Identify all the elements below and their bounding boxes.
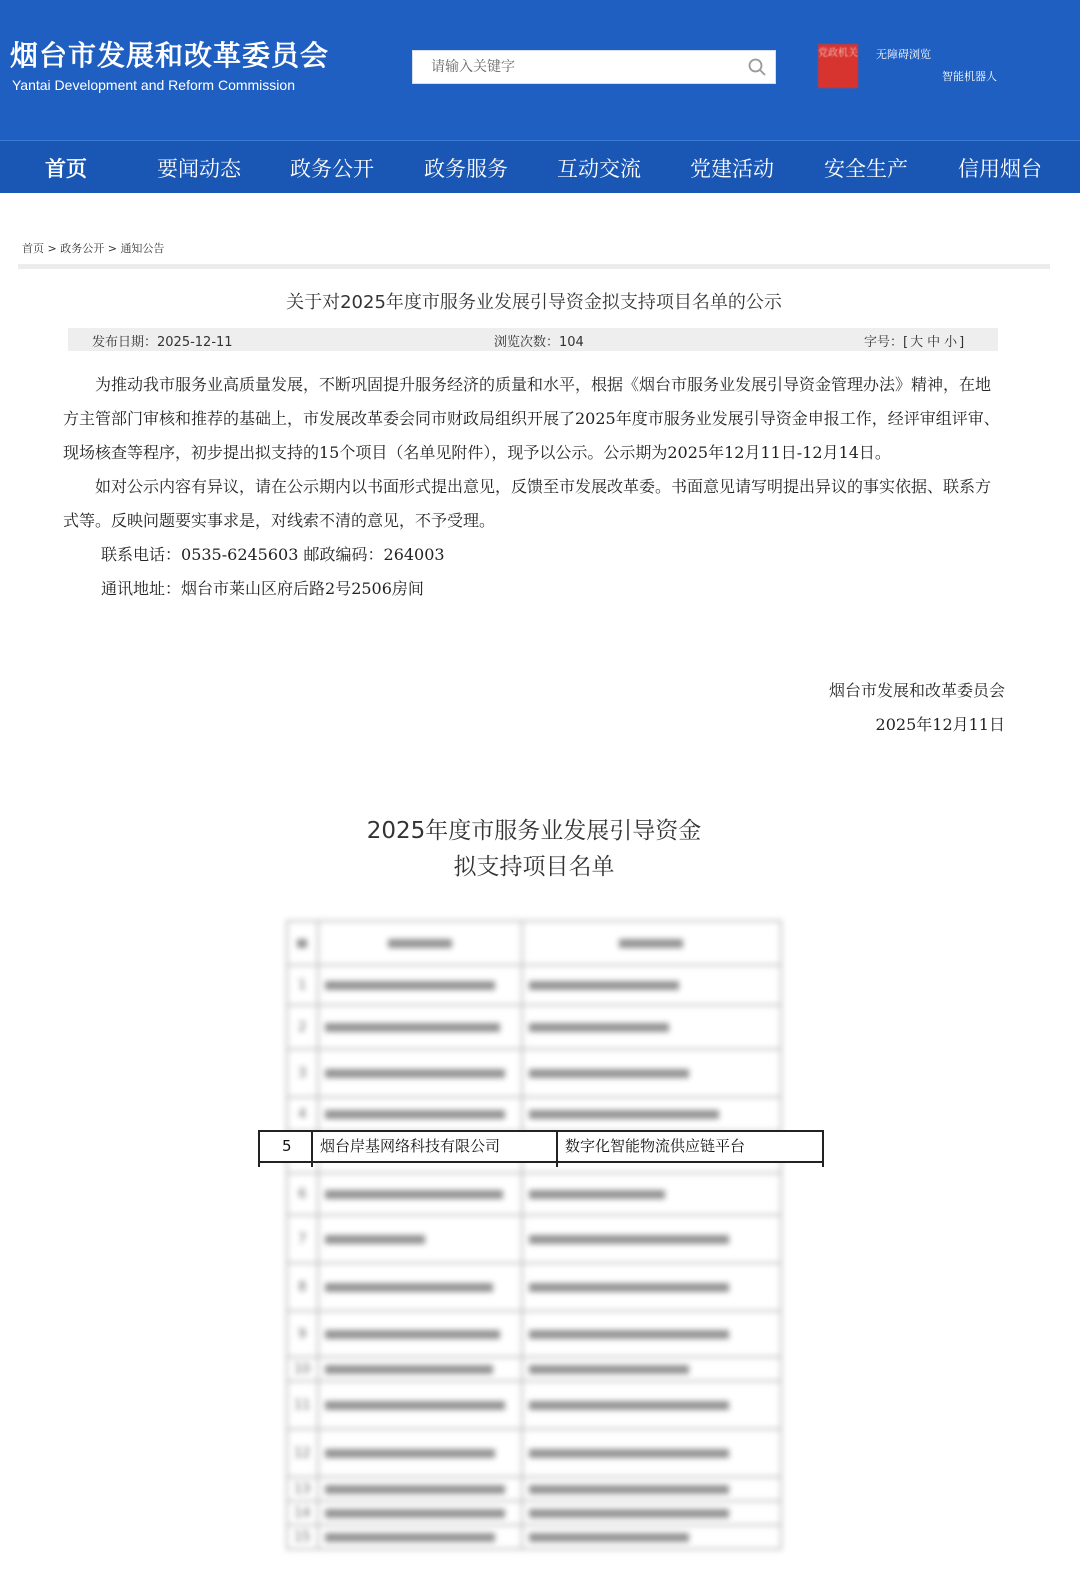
smart-robot-link[interactable]: 智能机器人: [942, 70, 997, 83]
signature-date: 2025年12月11日: [875, 715, 1005, 734]
view-count: [494, 331, 584, 350]
font-size-medium[interactable]: 中: [927, 335, 941, 350]
cell-divider: [258, 1161, 260, 1167]
cell-divider: [311, 1161, 313, 1167]
accessibility-link[interactable]: 无障碍浏览: [876, 48, 931, 61]
font-size-small[interactable]: 小: [944, 335, 958, 350]
nav-item-party-building[interactable]: 党建活动: [690, 157, 774, 181]
row-number: 9: [287, 1311, 318, 1357]
breadcrumb-home[interactable]: 首页: [22, 242, 44, 255]
attachment-title: 2025年度市服务业发展引导资金: [366, 818, 702, 844]
cell-divider: [556, 1161, 558, 1167]
cell-divider: [311, 1132, 313, 1161]
site-header: [0, 0, 1080, 140]
main-nav: [0, 140, 1080, 193]
contact-address-line: [63, 572, 1003, 606]
cell-divider: [556, 1132, 558, 1161]
publish-date: [92, 331, 233, 350]
attachment-subtitle: 拟支持项目名单: [453, 854, 615, 880]
site-logo-title[interactable]: 烟台市发展和改革委员会: [10, 39, 330, 72]
phone-value: 0535-6245603: [181, 545, 299, 564]
view-count-label: 浏览次数：: [494, 335, 560, 350]
article-paragraph: 为推动我市服务业高质量发展，不断巩固提升服务经济的质量和水平，根据《烟台市服务业发展引导资金管理办法》精神，在地方主管部门审核和推荐的基础上，市发展改革委会同市财政局组织开展了2025年度市服务业发展引导资金申报工作，经评审组评审、现场核查等程序，初步提出拟支持的15个项目（名单见附件），现予以公示。公示期为2025年12月11日-12月14日。: [63, 375, 1000, 462]
row-number: 11: [287, 1381, 318, 1429]
article-meta: [68, 328, 998, 351]
article-paragraph: 如对公示内容有异议，请在公示期内以书面形式提出意见，反馈至市发展改革委。书面意见请写明提出异议的事实依据、联系方式等。反映问题要实事求是，对线索不清的意见，不予受理。: [63, 477, 992, 530]
row-number: 5: [282, 1137, 292, 1155]
breadcrumb-separator: >: [47, 242, 57, 255]
nav-item-home[interactable]: 首页: [45, 153, 87, 183]
row-number: 15: [287, 1525, 318, 1549]
project-name: 数字化智能物流供应链平台: [565, 1137, 746, 1155]
row-number: 12: [287, 1429, 318, 1477]
font-size-close: ]: [959, 335, 965, 350]
postcode-value: 264003: [383, 545, 445, 564]
breadcrumb-separator: >: [107, 242, 117, 255]
signature-org: 烟台市发展和改革委员会: [828, 681, 1005, 700]
nav-item-gov-services[interactable]: 政务服务: [424, 157, 508, 181]
postcode-label: 邮政编码：: [303, 545, 384, 564]
contact-phone-line: [63, 538, 1003, 572]
blurred-project-table: [286, 920, 782, 1550]
address-label: 通讯地址：: [101, 579, 182, 598]
nav-item-credit-yantai[interactable]: 信用烟台: [958, 157, 1042, 181]
font-size-large[interactable]: 大: [910, 335, 924, 350]
font-size-selector: [864, 331, 964, 350]
row-number: 4: [287, 1097, 318, 1131]
address-value: 烟台市莱山区府后路2号2506房间: [181, 579, 424, 598]
row-number: 14: [287, 1501, 318, 1525]
highlighted-project-row: [258, 1130, 824, 1163]
breadcrumb-gov-affairs[interactable]: 政务公开: [60, 242, 105, 255]
nav-item-interaction[interactable]: 互动交流: [557, 157, 641, 181]
breadcrumb-notices[interactable]: 通知公告: [120, 242, 165, 255]
search-box: [412, 50, 776, 84]
nav-item-gov-affairs-open[interactable]: 政务公开: [290, 157, 374, 181]
search-icon[interactable]: [747, 57, 767, 77]
article-body: [63, 368, 1003, 606]
row-number: 10: [287, 1357, 318, 1381]
nav-item-news[interactable]: 要闻动态: [157, 157, 241, 181]
publish-date-label: 发布日期：: [92, 335, 158, 350]
nav-item-work-safety[interactable]: 安全生产: [824, 157, 908, 181]
content-divider: [18, 264, 1050, 269]
row-number: 1: [287, 965, 318, 1005]
row-number: 6: [287, 1173, 318, 1215]
phone-label: 联系电话：: [101, 545, 182, 564]
row-number: 7: [287, 1215, 318, 1263]
breadcrumb: [22, 240, 164, 256]
font-size-label: 字号：[: [864, 335, 909, 350]
row-number: 8: [287, 1263, 318, 1311]
gov-badge-icon[interactable]: 党政机关: [818, 44, 858, 88]
row-number: 3: [287, 1049, 318, 1097]
view-count-value: 104: [559, 335, 584, 350]
cell-divider: [822, 1161, 824, 1167]
article-title: 关于对2025年度市服务业发展引导资金拟支持项目名单的公示: [286, 292, 782, 313]
row-number: 13: [287, 1477, 318, 1501]
unit-name: 烟台岸基网络科技有限公司: [320, 1137, 501, 1155]
search-input[interactable]: [413, 51, 751, 83]
publish-date-value: 2025-12-11: [157, 335, 233, 350]
row-number: 2: [287, 1005, 318, 1049]
site-logo-subtitle: Yantai Development and Reform Commission: [12, 77, 295, 93]
